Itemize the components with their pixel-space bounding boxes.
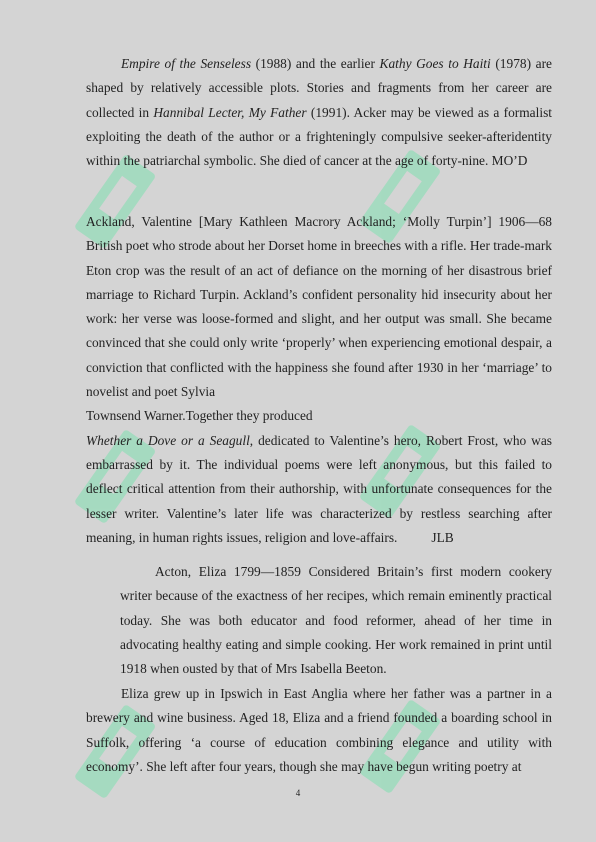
body-text: (1988) and the earlier bbox=[251, 56, 380, 71]
ackland-paragraph-continued: , dedicated to Valentine’s hero, Robert Frost, who was embarrassed by it. The individual poems were left anonymous, but this failed to deflect critical attention from their authorship, with unfortunate consequences for the lesser writer. Valentine’s later life was characterized by restless searching after meaning, in human rights issues, religion and love-affairs. bbox=[86, 432, 552, 545]
ackland-paragraph: Ackland, Valentine [Mary Kathleen Macrory Ackland; ‘Molly Turpin’] 1906—68 British poet who strode about her Dorset home in breeches with a rifle. Her trade-mark Eton crop was the result of an act of defiance on the morning of her disastrous brief marriage to Richard Turpin. Ackland’s confident personality hid insecurity about her work: her verse was loose-formed and slight, and her output was small. She became convinced that she could only write ‘properly’ when experiencing emotional despair, a conviction that conflicted with the happiness she found after 1930 in her ‘marriage’ to novelist and poet Sylvia bbox=[86, 214, 552, 400]
acton-paragraph: Acton, Eliza 1799—1859 Considered Britain’s first modern cookery writer because of the exactness of her recipes, which remain eminently practical today. She was both educator and food reformer, ahead of her time in advocating healthy eating and simple cooking. Her work remained in print until 1918 when ousted by that of Mrs Isabella Beeton. bbox=[120, 564, 552, 677]
title-hannibal-lecter: Hannibal Lecter, My Father bbox=[153, 104, 307, 120]
author-initials: JLB bbox=[431, 529, 454, 545]
entry-acton bbox=[120, 560, 552, 681]
body-text: (1991). Acker may be viewed as a formalist exploiting the death of the author or a frighteningly compulsive seeker-afteridentity within the patriarchal symbolic. She died of cancer at the age of forty-nine. MO’D bbox=[86, 104, 553, 169]
entry-ackland bbox=[86, 210, 552, 550]
title-kathy-goes-to-haiti: Kathy Goes to Haiti bbox=[379, 56, 491, 71]
entry-acton-continued bbox=[86, 682, 552, 779]
page-number: 4 bbox=[295, 788, 301, 798]
title-whether-a-dove: Whether a Dove or a Seagull bbox=[86, 432, 250, 448]
ackland-line: Townsend Warner.Together they produced bbox=[86, 408, 313, 424]
body-text: (1978) are shaped by relatively accessible plots. Stories and fragments from her career are collected in bbox=[86, 56, 552, 120]
entry-acker-continued bbox=[86, 52, 552, 173]
acton-paragraph-2: Eliza grew up in Ipswich in East Anglia where her father was a partner in a brewery and wine business. Aged 18, Eliza and a friend founded a boarding school in Suffolk, offering ‘a course of education combining elegance and utility with economy’. She left after four years, though she may have begun writing poetry at bbox=[86, 686, 552, 774]
title-empire-of-the-senseless: Empire of the Senseless bbox=[121, 56, 252, 71]
